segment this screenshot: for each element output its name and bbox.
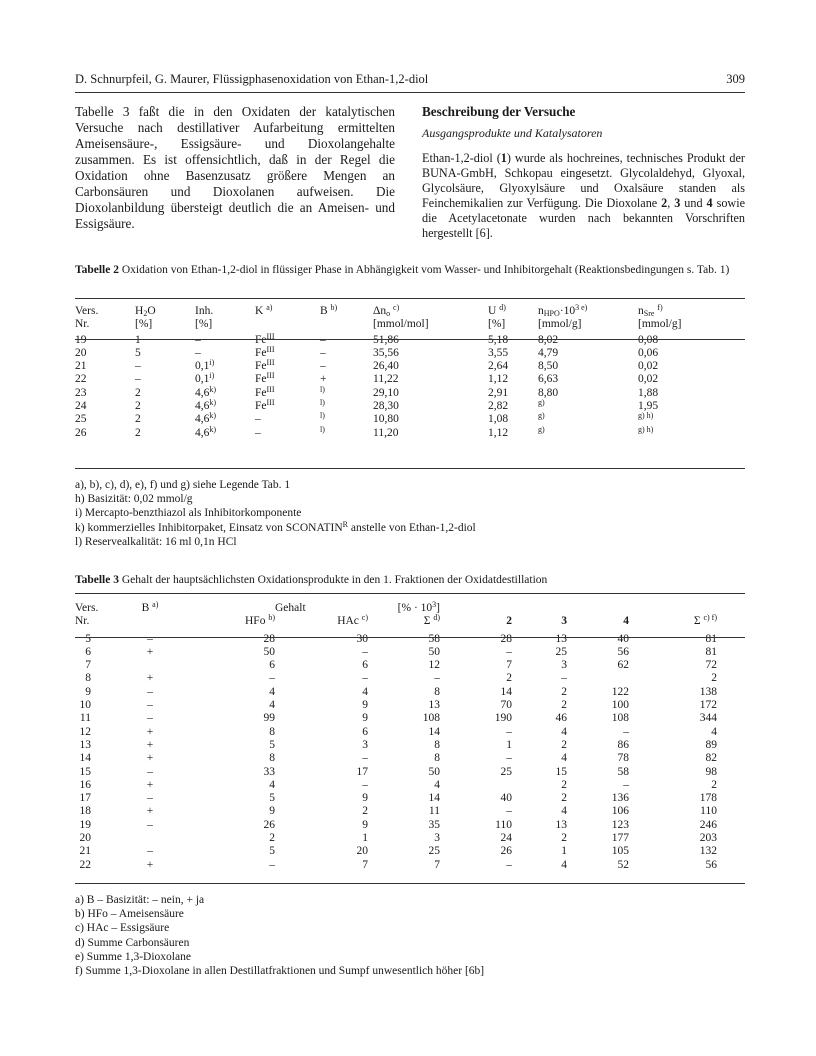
table2-cell: $Fe^{III}$ xyxy=(255,331,275,346)
table3-cell: 50 xyxy=(428,765,440,778)
table3-cell: – xyxy=(147,818,153,831)
table3-cell: 40 xyxy=(617,632,629,645)
table3-cell: – xyxy=(269,672,275,685)
table2-cell: 11,20 xyxy=(373,426,399,439)
table2-cell: l) xyxy=(320,411,325,421)
table3-cell: – xyxy=(434,672,440,685)
table2-row xyxy=(75,347,745,360)
table2-cell: 6,63 xyxy=(538,373,559,386)
table3-cell: – xyxy=(147,685,153,698)
experimental-section xyxy=(422,104,745,241)
table2-cell: g) h) xyxy=(638,424,654,434)
table2-cell: 0,02 xyxy=(638,360,659,373)
table3-cell: 100 xyxy=(611,699,629,712)
table3-cell: 7 xyxy=(434,858,440,871)
table2-cell: $Fe^{III}$ xyxy=(255,344,275,359)
table3-cell: 4 xyxy=(269,778,275,791)
table3-cell: – xyxy=(362,645,368,658)
table3-cell: 138 xyxy=(699,685,717,698)
table3-cell: 58 xyxy=(428,632,440,645)
table3-cell: 20 xyxy=(79,832,91,845)
table2-cell: 22 xyxy=(75,373,87,386)
table3-cell: 11 xyxy=(428,805,440,818)
table3-row xyxy=(75,726,745,739)
table3-cell: – xyxy=(147,765,153,778)
table3-cell: 4 xyxy=(434,778,440,791)
table2-cell: g) h) xyxy=(638,411,654,421)
table2-cell: $Fe^{III}$ xyxy=(255,384,275,399)
table3-cell: 105 xyxy=(611,845,629,858)
table2-cell: 0,1$^{i)}$ xyxy=(195,371,215,386)
table2-cell: – xyxy=(195,346,201,359)
table3-cell: 33 xyxy=(263,765,275,778)
table3-cell: – xyxy=(623,725,629,738)
table3-cell: 108 xyxy=(611,712,629,725)
table3-cell: 2 xyxy=(269,832,275,845)
table2-header-rule xyxy=(75,339,745,340)
table3-cell: 6 xyxy=(362,659,368,672)
table2-row xyxy=(75,360,745,373)
table3-cell: 2 xyxy=(561,792,567,805)
table3-cell: 3 xyxy=(434,832,440,845)
table3-cell: 9 xyxy=(362,699,368,712)
table3-cell: 81 xyxy=(705,632,717,645)
table3-cell: – xyxy=(506,805,512,818)
table3-cell: 8 xyxy=(434,738,440,751)
table3-cell: 98 xyxy=(705,765,717,778)
table3-cell: + xyxy=(146,725,154,738)
table3-cell: 89 xyxy=(705,738,717,751)
table3-cell: 14 xyxy=(428,792,440,805)
table2-cell: 51,86 xyxy=(373,333,399,346)
table2-cell: 8,50 xyxy=(538,360,559,373)
table2-cell: 1,08 xyxy=(488,413,509,426)
table3-cell: – xyxy=(506,725,512,738)
table3-cell: 177 xyxy=(611,832,629,845)
table3-row xyxy=(75,805,745,818)
table3-cell: + xyxy=(146,858,154,871)
table3-caption: Tabelle 3 Gehalt der hauptsächlichsten Oxidationsprodukte in den 1. Fraktionen der Oxidatdestillation xyxy=(75,574,548,586)
table2-cell: 1 xyxy=(135,333,141,346)
table3-cell: 50 xyxy=(428,645,440,658)
table3-cell: 12 xyxy=(428,659,440,672)
table3-cell: 26 xyxy=(500,845,512,858)
table2-cell: 2 xyxy=(135,426,141,439)
table3-cell: 12 xyxy=(79,725,91,738)
running-header xyxy=(75,70,745,93)
table3-cell: 21 xyxy=(79,845,91,858)
table2-cell: l) xyxy=(320,424,325,434)
table3-row xyxy=(75,859,745,872)
table3-cell: 24 xyxy=(500,832,512,845)
table2-cell: 4,6$^{k)}$ xyxy=(195,411,217,426)
table2-cell: 19 xyxy=(75,333,87,346)
table2-cell: 3,55 xyxy=(488,346,509,359)
table3-note: a) B – Basizität: – nein, + ja xyxy=(75,894,205,906)
table2-cell: 2,91 xyxy=(488,386,509,399)
table2-cell: 4,6$^{k)}$ xyxy=(195,424,217,439)
table3-cell: 17 xyxy=(356,765,368,778)
table3-cell: 2 xyxy=(561,738,567,751)
table3-cell: 62 xyxy=(617,659,629,672)
table3-cell: 58 xyxy=(617,765,629,778)
table3-cell: 6 xyxy=(362,725,368,738)
table3-row xyxy=(75,739,745,752)
section-paragraph: Ethan-1,2-diol (1) wurde als hochreines, technisches Produkt der BUNA-GmbH, Schkopau eingesetzt. Glycolaldehyd, Glyoxal, Glycolsäure, Glyoxylsäure und Oxalsäure standen als Feinchemikalien zur Verfügung. Die Dioxolane 2, 3 und 4 sowie die Acetylacetonate wurden nach bekannten Vorschriften hergestellt [6]. xyxy=(422,151,746,240)
table2-cell: 0,1$^{i)}$ xyxy=(195,358,215,373)
table2-cell: 2,82 xyxy=(488,400,509,413)
table2-cell: – xyxy=(255,413,261,426)
table3-cell: 72 xyxy=(705,659,717,672)
table3-cell: 4 xyxy=(561,725,567,738)
table2-cell: 8,02 xyxy=(538,333,559,346)
table3-cell: 9 xyxy=(362,712,368,725)
table3-cell: 26 xyxy=(263,818,275,831)
table2-cell: 28,30 xyxy=(373,400,399,413)
page-number: 309 xyxy=(726,72,745,86)
table3-cell: – xyxy=(362,672,368,685)
table3-cell: 99 xyxy=(263,712,275,725)
table3-row xyxy=(75,792,745,805)
table3-cell: – xyxy=(506,858,512,871)
table3-cell: 35 xyxy=(428,818,440,831)
table3-row xyxy=(75,699,745,712)
table3-cell: 132 xyxy=(699,845,717,858)
body-paragraph: Tabelle 3 faßt die in den Oxidaten der katalytischen Versuche nach destillativer Aufarbeitung ermittelten Ameisensäure-, Essigsäure- und Dioxolangehalte zusammen. Es ist offensichtlich, daß in der Regel die Oxidation ohne Basenzusatz größere Mengen an Carbonsäuren und Dioxolanen aufweisen. Die Dioxolanbildung übersteigt deutlich die an Ameisen- und Essigsäure. xyxy=(75,104,395,231)
table3-subheader-row: Nr. HFo $^{b)}$ HAc $^{c)}$ Σ $^{d)}$ 2 3 4 Σ $^{c) f)}$ xyxy=(75,613,717,628)
table3-row xyxy=(75,752,745,765)
table3-cell: 56 xyxy=(617,645,629,658)
table3-cell: 15 xyxy=(555,765,567,778)
table3-row xyxy=(75,845,745,858)
table2-cell: 0,02 xyxy=(638,373,659,386)
table3-cell: + xyxy=(146,645,154,658)
table3-cell: 14 xyxy=(79,752,91,765)
table3-cell: 82 xyxy=(705,752,717,765)
table3-cell: 70 xyxy=(500,699,512,712)
table3-cell: 3 xyxy=(561,659,567,672)
table3-cell: + xyxy=(146,778,154,791)
table2-unit-row: Nr. [%] [%] [mmol/mol] [%] [mmol/g] [mmol/g] xyxy=(75,318,682,331)
table2-cell: + xyxy=(320,373,327,386)
table3-cell xyxy=(440,779,512,792)
table2-cell: 2 xyxy=(135,386,141,399)
table3-cell: 30 xyxy=(356,632,368,645)
table3-cell: 7 xyxy=(362,858,368,871)
table3-cell: 56 xyxy=(705,858,717,871)
table2-top-rule xyxy=(75,298,745,299)
table3-cell: + xyxy=(146,738,154,751)
table2 xyxy=(75,305,745,440)
table3-cell: – xyxy=(561,672,567,685)
table3-row xyxy=(75,712,745,725)
table3-cell: – xyxy=(269,858,275,871)
table2-cell: l) xyxy=(320,384,325,394)
table2-cell: 1,88 xyxy=(638,386,659,399)
table2-cell: 2 xyxy=(135,413,141,426)
table3-cell: 5 xyxy=(85,632,91,645)
table3-row xyxy=(75,672,745,685)
table3-cell: 86 xyxy=(617,738,629,751)
table3-cell: 40 xyxy=(500,792,512,805)
table3-cell: 8 xyxy=(269,725,275,738)
table2-note: h) Basizität: 0,02 mmol/g xyxy=(75,493,193,506)
table3-cell: 2 xyxy=(711,778,717,791)
table3-cell xyxy=(125,832,175,845)
table3-cell: 20 xyxy=(356,845,368,858)
table3-cell: – xyxy=(506,645,512,658)
table2-cell: 21 xyxy=(75,360,87,373)
table3-cell: 2 xyxy=(561,699,567,712)
table2-cell: – xyxy=(135,360,141,373)
table3-cell: – xyxy=(147,632,153,645)
table3-cell: 5 xyxy=(269,792,275,805)
table3-cell: 10 xyxy=(79,699,91,712)
table2-cell: 25 xyxy=(75,413,87,426)
table2-cell: 2 xyxy=(135,400,141,413)
table3-cell: 8 xyxy=(85,672,91,685)
table3-cell: 3 xyxy=(362,738,368,751)
table2-cell: – xyxy=(320,346,326,359)
table3 xyxy=(75,602,745,872)
table2-cell: $Fe^{III}$ xyxy=(255,371,275,386)
table2-cell: 0,06 xyxy=(638,346,659,359)
table2-cell: – xyxy=(195,333,201,346)
table3-cell: 4 xyxy=(711,725,717,738)
table3-cell: 18 xyxy=(79,805,91,818)
table3-cell: 46 xyxy=(555,712,567,725)
table2-note: l) Reservealkalität: 16 ml 0,1n HCl xyxy=(75,535,237,548)
table2-notes xyxy=(75,478,745,549)
table3-cell: 108 xyxy=(422,712,440,725)
table3-cell: 4 xyxy=(561,805,567,818)
table3-cell: 28 xyxy=(263,632,275,645)
table3-row xyxy=(75,766,745,779)
table3-cell: 8 xyxy=(434,752,440,765)
table3-cell: 122 xyxy=(611,685,629,698)
table3-cell: 190 xyxy=(494,712,512,725)
table3-cell: 2 xyxy=(561,778,567,791)
table2-cell: g) xyxy=(538,411,545,421)
table3-cell: 106 xyxy=(611,805,629,818)
table3-cell: 25 xyxy=(428,845,440,858)
table2-cell: 11,22 xyxy=(373,373,399,386)
subsection-heading: Ausgangsprodukte und Katalysatoren xyxy=(422,126,603,140)
table3-cell: 2 xyxy=(711,672,717,685)
table2-cell: 20 xyxy=(75,346,87,359)
table2-note: a), b), c), d), e), f) und g) siehe Legende Tab. 1 xyxy=(75,479,291,491)
table3-cell: 9 xyxy=(362,818,368,831)
table3-cell xyxy=(567,672,629,685)
table3-cell: 7 xyxy=(506,659,512,672)
table2-cell: 10,80 xyxy=(373,413,399,426)
table2-cell: 24 xyxy=(75,400,87,413)
table3-note: d) Summe Carbonsäuren xyxy=(75,936,190,949)
table3-header-rule xyxy=(75,637,745,638)
table3-cell: 9 xyxy=(362,792,368,805)
table3-bottom-rule xyxy=(75,883,745,884)
table3-cell: 203 xyxy=(699,832,717,845)
table3-cell: 22 xyxy=(79,858,91,871)
table2-cell: 1,12 xyxy=(488,373,509,386)
table3-cell: 4 xyxy=(362,685,368,698)
table3-cell: 25 xyxy=(500,765,512,778)
table3-cell: + xyxy=(146,805,154,818)
table3-cell: 110 xyxy=(700,805,717,818)
table3-cell: 14 xyxy=(500,685,512,698)
table3-cell: 5 xyxy=(269,845,275,858)
table3-cell: + xyxy=(146,672,154,685)
table2-bottom-rule xyxy=(75,468,745,469)
table3-cell: 50 xyxy=(263,645,275,658)
table3-cell: 13 xyxy=(79,738,91,751)
table2-cell: 5,18 xyxy=(488,333,509,346)
table2-cell: g) xyxy=(538,424,545,434)
table3-cell: 16 xyxy=(79,778,91,791)
table3-header-row: Vers. B $^{a)}$ Gehalt [% · $10^3$] xyxy=(75,600,440,614)
table2-cell: – xyxy=(320,360,326,373)
table3-cell: 178 xyxy=(699,792,717,805)
table3-cell: 9 xyxy=(85,685,91,698)
table2-cell: 2,64 xyxy=(488,360,509,373)
table3-cell: 7 xyxy=(85,659,91,672)
table3-cell: 5 xyxy=(269,738,275,751)
table2-row xyxy=(75,373,745,386)
table3-row xyxy=(75,819,745,832)
table2-cell: 1,95 xyxy=(638,400,659,413)
table3-cell: 11 xyxy=(79,712,91,725)
table3-cell: 172 xyxy=(699,699,717,712)
table2-cell: 4,79 xyxy=(538,346,559,359)
table3-cell: 344 xyxy=(699,712,717,725)
table3-cell: 2 xyxy=(362,805,368,818)
table2-cell: l) xyxy=(320,398,325,408)
table3-cell: 8 xyxy=(434,685,440,698)
table3-note: c) HAc – Essigsäure xyxy=(75,922,170,935)
table3-note: e) Summe 1,3-Dioxolane xyxy=(75,950,191,963)
table3-cell: – xyxy=(506,752,512,765)
table2-cell: 29,10 xyxy=(373,386,399,399)
table3-cell: 78 xyxy=(617,752,629,765)
table2-row xyxy=(75,387,745,400)
table2-header-row: Vers. $H_2O$ Inh. K $^{a)}$ B $^{b)}$ $\Delta n_o$ $^{c)}$ U $^{d)}$ $n_{HPO}\cdot 10^3$ $^{e)}$ $n_{Sre}$ $^{f)}$ xyxy=(75,303,663,318)
table2-cell: 5 xyxy=(135,346,141,359)
table2-cell: 26 xyxy=(75,426,87,439)
table2-cell: 35,56 xyxy=(373,346,399,359)
table2-cell: $Fe^{III}$ xyxy=(255,398,275,413)
table3-cell: – xyxy=(147,792,153,805)
table3-cell: 8 xyxy=(269,752,275,765)
table2-note: k) kommerzielles Inhibitorpaket, Einsatz von $SCONATIN^R$ anstelle von Ethan-1,2-diol xyxy=(75,519,476,534)
table2-cell: – xyxy=(320,333,326,346)
table2-cell: $Fe^{III}$ xyxy=(255,358,275,373)
table2-row xyxy=(75,427,745,440)
table3-cell: 2 xyxy=(506,672,512,685)
table3-cell: 6 xyxy=(269,659,275,672)
table2-cell: 4,6$^{k)}$ xyxy=(195,398,217,413)
table3-cell: 1 xyxy=(506,738,512,751)
table3-cell: 19 xyxy=(79,818,91,831)
table3-cell: 2 xyxy=(561,685,567,698)
table3-cell: 14 xyxy=(428,725,440,738)
table3-cell: 136 xyxy=(611,792,629,805)
table2-cell: – xyxy=(255,426,261,439)
table2-note: i) Mercapto-benzthiazol als Inhibitorkomponente xyxy=(75,507,302,520)
table2-cell: 8,80 xyxy=(538,386,559,399)
table3-cell: 9 xyxy=(269,805,275,818)
table3-row xyxy=(75,686,745,699)
section-heading: Beschreibung der Versuche xyxy=(422,104,576,119)
table2-cell: g) xyxy=(538,398,545,408)
table3-cell: 2 xyxy=(561,832,567,845)
table2-cell: 4,6$^{k)}$ xyxy=(195,384,217,399)
table3-cell: 123 xyxy=(611,818,629,831)
table3-cell: – xyxy=(147,699,153,712)
table3-cell: 13 xyxy=(555,632,567,645)
table2-caption: Tabelle 2 Oxidation von Ethan-1,2-diol in flüssiger Phase in Abhängigkeit vom Wasser- und Inhibitorgehalt (Reaktionsbedingungen s. Tab. 1) xyxy=(75,264,730,276)
table3-cell: 13 xyxy=(428,699,440,712)
table3-cell: 4 xyxy=(561,752,567,765)
table3-cell: – xyxy=(362,778,368,791)
table3-cell: 28 xyxy=(500,632,512,645)
running-title: D. Schnurpfeil, G. Maurer, Flüssigphasenoxidation von Ethan-1,2-diol xyxy=(75,72,429,86)
table3-cell: + xyxy=(146,752,154,765)
table3-cell: – xyxy=(362,752,368,765)
table3-cell: 4 xyxy=(561,858,567,871)
table3-cell: 6 xyxy=(85,645,91,658)
table3-cell: 246 xyxy=(699,818,717,831)
table2-cell: 1,12 xyxy=(488,426,509,439)
table3-cell: 15 xyxy=(79,765,91,778)
table3-row xyxy=(75,832,745,845)
table3-notes xyxy=(75,893,745,978)
table3-cell: 110 xyxy=(495,818,512,831)
table3-cell: 4 xyxy=(269,685,275,698)
table3-row xyxy=(75,646,745,659)
table2-cell: 23 xyxy=(75,386,87,399)
table3-cell: – xyxy=(147,845,153,858)
table3-cell: 25 xyxy=(555,645,567,658)
table3-cell: – xyxy=(147,712,153,725)
table3-cell: 17 xyxy=(79,792,91,805)
table2-cell: – xyxy=(135,373,141,386)
table3-row xyxy=(75,659,745,672)
table3-cell: 1 xyxy=(561,845,567,858)
table2-cell: 0,08 xyxy=(638,333,659,346)
table3-note: f) Summe 1,3-Dioxolane in allen Destillatfraktionen und Sumpf unwesentlich höher [6b] xyxy=(75,965,485,978)
table3-cell: – xyxy=(623,778,629,791)
table3-cell xyxy=(125,659,175,672)
table3-cell: 4 xyxy=(269,699,275,712)
table3-top-rule xyxy=(75,593,745,594)
table3-row xyxy=(75,779,745,792)
table3-note: b) HFo – Ameisensäure xyxy=(75,908,184,921)
table3-cell: 1 xyxy=(362,832,368,845)
table3-cell: 13 xyxy=(555,818,567,831)
table3-cell: 52 xyxy=(617,858,629,871)
table3-cell: 81 xyxy=(705,645,717,658)
table2-cell: 26,40 xyxy=(373,360,399,373)
